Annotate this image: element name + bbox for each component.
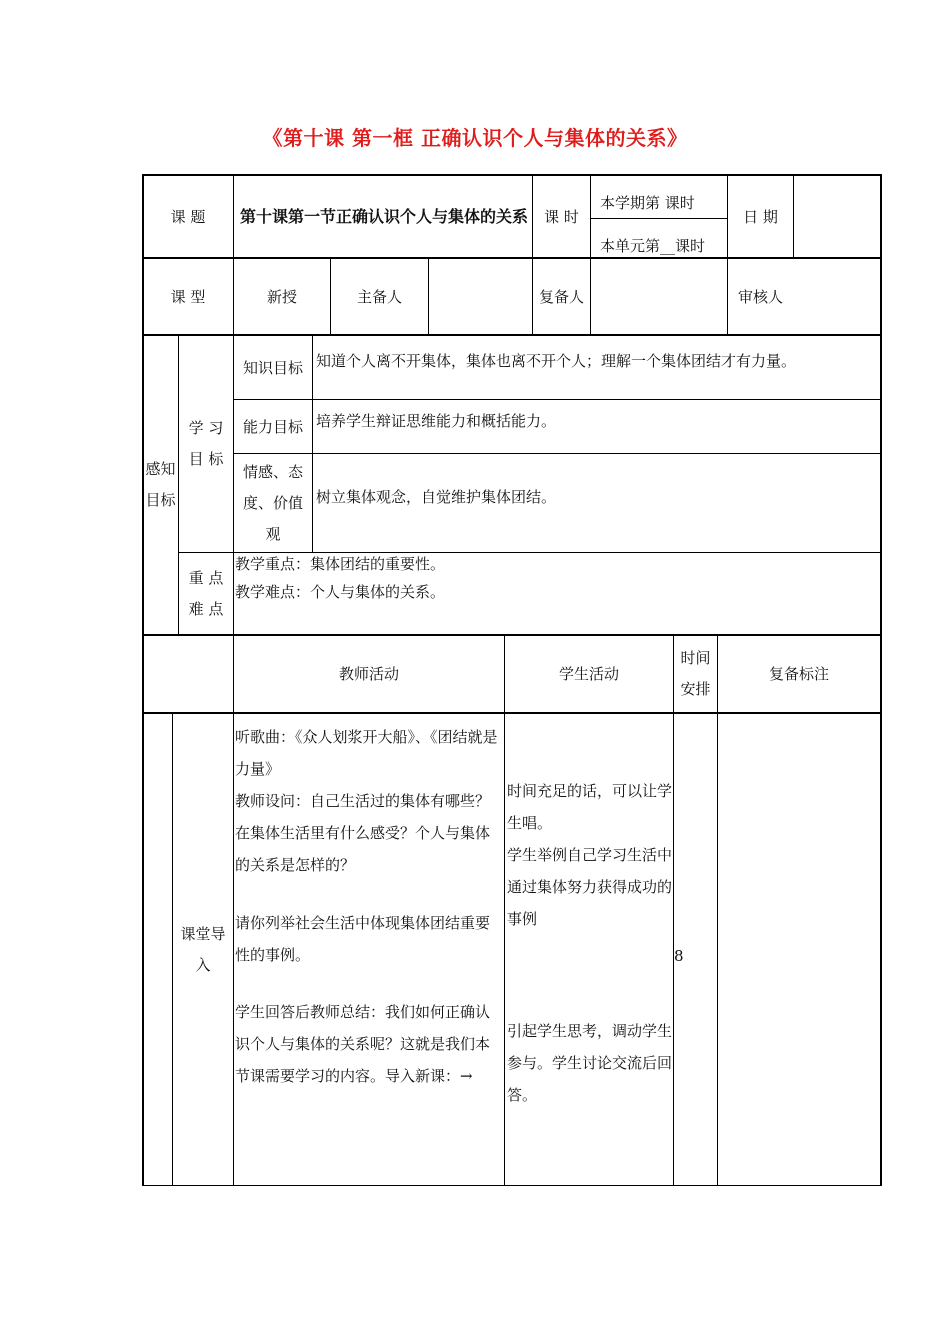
emotion-goal-label: 情感、态度、价值观 <box>242 462 303 543</box>
student-text-1: 时间充足的话，可以让学生唱。 <box>507 782 673 832</box>
ability-goal-text: 培养学生辩证思维能力和概括能力。 <box>316 412 557 430</box>
knowledge-goal-label: 知识目标 <box>242 358 303 377</box>
study-goals-label: 学 习 目 标 <box>188 419 224 468</box>
notes-header: 复备标注 <box>768 665 829 683</box>
date-value[interactable] <box>794 176 880 257</box>
key-point-text: 教学重点：集体团结的重要性。 <box>235 555 446 573</box>
intro-notes[interactable] <box>718 714 880 1185</box>
reviewer-label: 审核人 <box>737 287 783 306</box>
co-preparer-value[interactable] <box>591 259 727 334</box>
teacher-text-1: 听歌曲：《众人划浆开大船》、《团结就是力量》 <box>235 728 498 778</box>
student-text-2: 学生举例自己学习生活中通过集体努力获得成功的事例 <box>507 846 673 928</box>
type-label: 课 型 <box>170 287 206 306</box>
reviewer-value[interactable] <box>794 259 880 334</box>
teacher-text-3: 请你列举社会生活中体现集体团结重要性的事例。 <box>235 914 491 964</box>
student-text-3: 引起学生思考，调动学生参与。学生讨论交流后回答。 <box>507 1022 673 1104</box>
perception-goals-label: 感知目标 <box>145 460 176 509</box>
topic-label: 课 题 <box>170 207 206 226</box>
emotion-goal-text: 树立集体观念，自觉维护集体团结。 <box>316 488 557 506</box>
key-points-label: 重 点 难 点 <box>188 569 224 618</box>
time-header: 时间安排 <box>680 649 711 698</box>
knowledge-goal-text: 知道个人离不开集体，集体也离不开个人；理解一个集体团结才有力量。 <box>316 352 797 370</box>
preparer-label: 主备人 <box>356 287 402 306</box>
topic-value: 第十课第一节正确认识个人与集体的关系 <box>239 207 528 226</box>
teacher-text-2: 教师设问：自己生活过的集体有哪些？在集体生活里有什么感受？个人与集体的关系是怎样的？ <box>235 792 491 874</box>
student-activity-header: 学生活动 <box>558 665 619 683</box>
date-label: 日 期 <box>743 207 778 226</box>
preparer-value[interactable] <box>429 259 532 334</box>
teacher-text-4: 学生回答后教师总结：我们如何正确认识个人与集体的关系呢？这就是我们本节课需要学习的内容。导入新课：→ <box>235 1003 491 1085</box>
ability-goal-label: 能力目标 <box>242 417 303 436</box>
difficult-point-text: 教学难点：个人与集体的关系。 <box>235 583 446 601</box>
type-value: 新授 <box>266 287 297 306</box>
page-title: 《第十课 第一框 正确认识个人与集体的关系》 <box>262 126 688 150</box>
intro-label: 课堂导入 <box>180 924 226 974</box>
co-preparer-label: 复备人 <box>538 287 584 306</box>
hours-label: 课 时 <box>544 207 579 226</box>
intro-time: 8 <box>674 947 684 965</box>
teacher-activity-header: 教师活动 <box>338 665 399 683</box>
unit-hours: 本单元第__课时 <box>600 237 706 255</box>
semester-hours: 本学期第 课时 <box>600 194 695 212</box>
